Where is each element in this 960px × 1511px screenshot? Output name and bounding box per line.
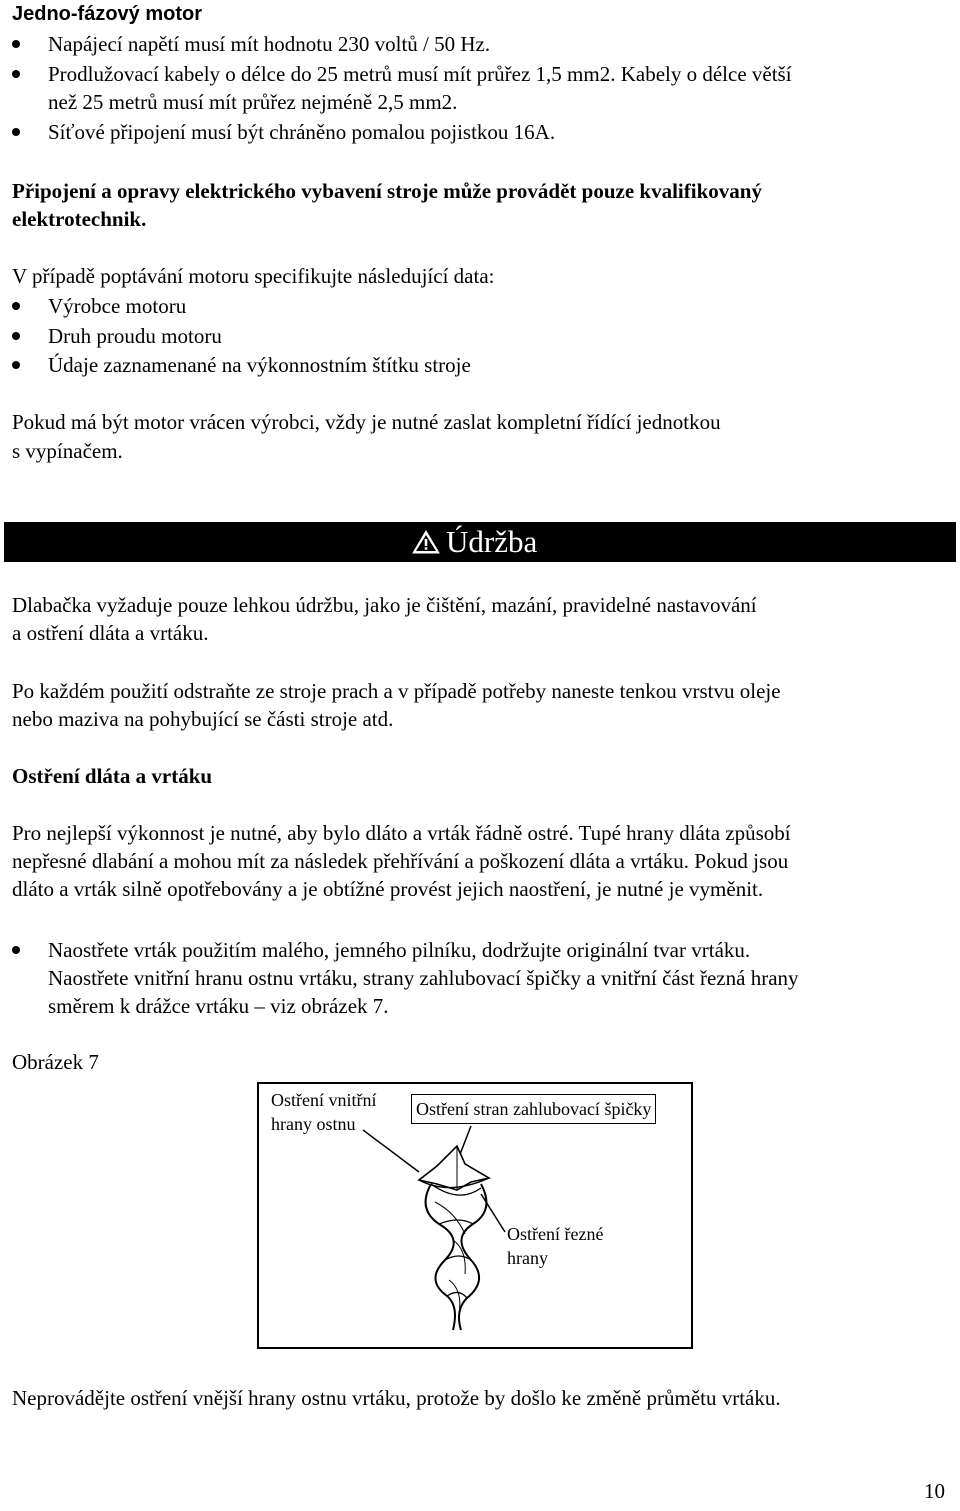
warning-text: Připojení a opravy elektrického vybavení stroje může provádět pouze kvalifikovaný (12, 179, 762, 203)
list-item-text: Údaje zaznamenané na výkonnostním štítku stroje (48, 353, 471, 377)
return-text: s vypínačem. (12, 439, 123, 463)
maintenance-banner (4, 522, 956, 562)
list-item-text: Napájecí napětí musí mít hodnotu 230 voltů / 50 Hz. (48, 32, 491, 56)
label-inner-edge: Ostření vnitřní hrany ostnu (271, 1090, 377, 1134)
list-item-continuation: než 25 metrů musí mít průřez nejméně 2,5 mm2. (48, 90, 458, 114)
list-item-text: Naostřete vrták použitím malého, jemného pilníku, dodržujte originální tvar vrtáku. (48, 938, 751, 962)
list-item-text: Prodlužovací kabely o délce do 25 metrů musí mít průřez 1,5 mm2. Kabely o délce větší (48, 62, 792, 86)
bullet-icon (12, 128, 20, 136)
maintenance-text: nebo maziva na pohybující se části stroje atd. (12, 707, 394, 731)
return-text: Pokud má být motor vrácen výrobci, vždy je nutné zaslat kompletní řídící jednotkou (12, 410, 721, 434)
bullet-icon (12, 302, 20, 310)
figure-caption: Obrázek 7 (12, 1050, 99, 1074)
warning-text: elektrotechnik. (12, 207, 147, 231)
sharpening-text: dláto a vrták silně opotřebovány a je obtížné provést jejich naostření, je nutné je vyměnit. (12, 877, 764, 901)
final-note: Neprovádějte ostření vnější hrany ostnu vrtáku, protože by došlo ke změně průmětu vrtáku. (12, 1386, 781, 1410)
bullet-icon (12, 40, 20, 48)
bullet-icon (12, 332, 20, 340)
warning-triangle-icon (412, 530, 440, 554)
bullet-icon (12, 361, 20, 369)
maintenance-title: Údržba (446, 524, 538, 559)
figure-drill-sharpening (257, 1082, 693, 1349)
list-item-text: Druh proudu motoru (48, 324, 222, 348)
page-number: 10 (924, 1479, 945, 1503)
label-cutting-edge: Ostření řezné hrany (507, 1224, 604, 1268)
bullet-icon (12, 946, 20, 954)
sharpening-text: Pro nejlepší výkonnost je nutné, aby bylo dláto a vrták řádně ostré. Tupé hrany dláta způsobí (12, 821, 791, 845)
inquiry-intro: V případě poptávání motoru specifikujte následující data: (12, 264, 495, 288)
bullet-icon (12, 70, 20, 78)
sharpening-text: nepřesné dlabání a mohou mít za následek přehřívání a poškození dláta a vrtáku. Pokud jsou (12, 849, 789, 873)
sharpening-heading: Ostření dláta a vrtáku (12, 764, 213, 788)
maintenance-text: Po každém použití odstraňte ze stroje prach a v případě potřeby naneste tenkou vrstvu oleje (12, 679, 781, 703)
label-countersink-sides: Ostření stran zahlubovací špičky (411, 1094, 656, 1124)
list-item-continuation: Naostřete vnitřní hranu ostnu vrtáku, strany zahlubovací špičky a vnitřní část řezná hrany (48, 966, 799, 990)
list-item-text: Síťové připojení musí být chráněno pomalou pojistkou 16A. (48, 120, 556, 144)
list-item-text: Výrobce motoru (48, 294, 187, 318)
maintenance-text: a ostření dláta a vrtáku. (12, 621, 209, 645)
list-item-continuation: směrem k drážce vrtáku – viz obrázek 7. (48, 994, 389, 1018)
maintenance-text: Dlabačka vyžaduje pouze lehkou údržbu, jako je čištění, mazání, pravidelné nastavování (12, 593, 757, 617)
section-title-motor: Jedno-fázový motor (12, 3, 203, 25)
